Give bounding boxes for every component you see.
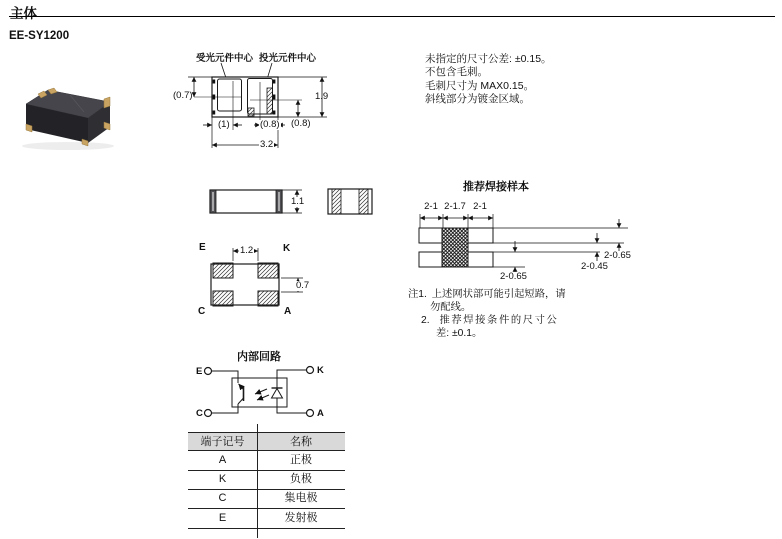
table-cell-terminal: K [218,473,227,485]
pad-k [258,263,278,278]
terminal-label-e: E [199,242,206,253]
table-line [188,528,345,529]
receiver-window [218,79,242,111]
top-view-drawing [170,50,335,155]
solder-pad [468,228,493,243]
solder-note-1-number: 注1. [408,289,427,300]
emitter-center-label: 投光元件中心 [259,53,317,64]
solder-pad [419,228,442,243]
solder-pad [419,252,442,267]
terminal-table [188,424,345,539]
dim-label-pad-left: 2-1 [424,201,438,212]
gold-plated-hatch [248,108,254,116]
table-line [188,489,345,490]
table-header-terminal: 端子记号 [200,436,245,448]
table-cell-terminal: A [218,454,227,466]
light-arrow [257,395,269,400]
solder-note-1 [408,290,566,300]
wire-a [277,398,307,413]
circuit-label-k: K [317,365,324,376]
terminal-label-k: K [283,243,291,254]
receiver-center-label: 受光元件中心 [196,53,254,64]
solder-pattern-title: 推荐焊接样本 [463,181,529,193]
light-arrow [255,389,267,394]
side-profile [210,190,282,213]
product-photo [18,82,126,152]
dim-label-width: 3.2 [260,139,274,150]
solder-note-1-cont: 勿配线。 [430,302,472,313]
table-line [188,450,345,451]
dim-label-pad-pitch: 2-1.7 [444,201,466,212]
castellation-mark [273,80,276,84]
terminal-circle-c [205,410,212,417]
wire-c [212,404,239,413]
terminal-circle-a [307,410,314,417]
solder-note-2-cont: 差: ±0.1。 [436,328,483,339]
end-view-plating [332,189,341,214]
dim-label-receiver-y: (0.7) [173,90,193,101]
header-rule [9,16,775,17]
dim-label-pitch: 1.2 [240,245,254,256]
internal-circuit-title: 内部回路 [237,351,281,363]
castellation-mark [213,111,216,115]
transistor-collector [238,398,244,404]
castellation-mark [273,95,276,100]
end-view-plating [359,189,368,214]
circuit-label-a: A [317,408,324,419]
dim-label-top-row: 2-0.65 [604,250,631,261]
mesh-area [442,228,468,267]
terminal-circle-e [205,368,212,375]
dim-label-emitter-x: (0.8) [260,119,280,130]
model-number: EE-SY1200 [9,30,70,42]
pad-a [258,291,278,306]
section-title: 主体 [10,6,37,21]
pad-c [213,291,233,306]
table-cell-name: 集电极 [284,492,318,504]
general-notes [425,53,552,106]
dim-label-gap: 2-0.45 [581,261,608,272]
terminal-circle-k [307,367,314,374]
table-header-name: 名称 [290,436,312,448]
circuit-label-e: E [196,366,203,377]
note-tolerance: 未指定的尺寸公差: ±0.15。 [425,53,552,65]
pad-e [213,263,233,278]
table-cell-name: 正极 [290,454,312,466]
note-burr-size: 毛刺尺寸为 MAX0.15。 [425,79,535,92]
table-cell-name: 负极 [290,473,312,485]
note-gold-area: 斜线部分为镀金区域。 [425,92,530,105]
table-cell-name: 发射极 [284,512,318,524]
terminal-label-a: A [284,306,292,317]
photo-gold-terminal [104,97,110,108]
castellation-mark [213,80,216,84]
circuit-label-c: C [196,408,203,419]
solder-note-2-number: 2. [421,315,430,326]
led-triangle [272,389,283,399]
solder-pad [468,252,493,267]
gold-plated-hatch [267,88,273,114]
dim-label-thickness: 1.1 [291,196,305,207]
solder-note-2 [421,316,558,326]
solder-note-2-text: 推荐焊接条件的尺寸公 [439,315,559,326]
wire-k [277,370,307,388]
dim-label-pad-right: 2-1 [473,201,487,212]
note-burr-excluded: 不包含毛刺。 [425,66,488,79]
dim-label-bottom-row: 2-0.65 [500,271,527,282]
castellation-mark [273,111,276,115]
table-cell-terminal: E [218,512,227,524]
dim-label-emitter-y: (0.8) [291,118,311,129]
internal-circuit-drawing [195,360,330,422]
wire-e [212,371,239,383]
dim-label-height: 1.9 [315,91,329,102]
terminal-label-c: C [198,306,206,317]
table-line [188,508,345,509]
photo-shadow [22,142,114,150]
table-cell-terminal: C [218,492,227,504]
dim-label-pad: 0.7 [296,280,310,291]
solder-note-1-text: 上述网状部可能引起短路，请 [431,289,566,300]
dim-label-receiver-x: (1) [218,119,230,130]
table-line [188,470,345,471]
